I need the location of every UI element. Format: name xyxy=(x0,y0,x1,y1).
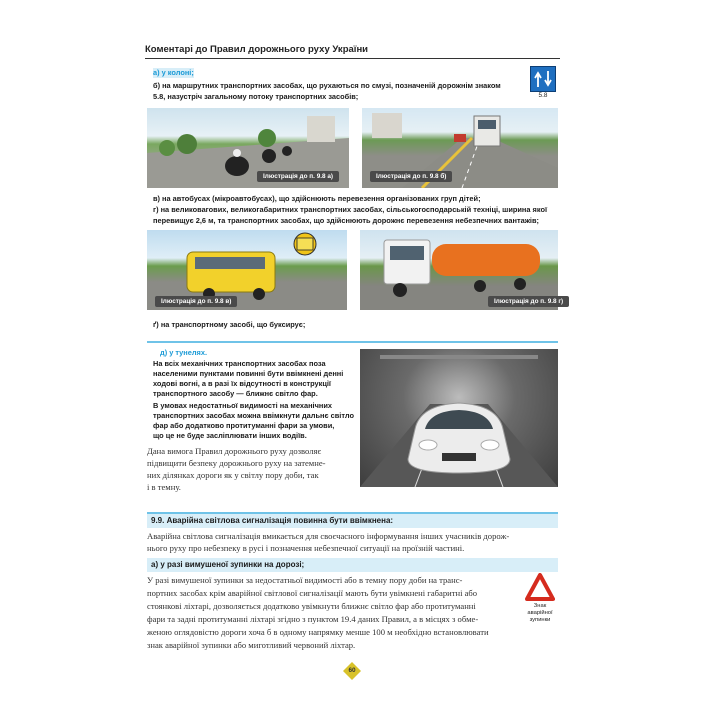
item-g-line1: г) на великовагових, великогабаритних транспортних засобах, сільськогосподарській техніці, ширина якої xyxy=(153,205,548,214)
section-9-9-para1-line1: Аварійна світлова сигналізація вмикається для своєчасного інформування інших учасників дорож- xyxy=(147,531,510,541)
tunnel-para1-line4: транспортного засобу — ближнє світло фар. xyxy=(153,389,318,398)
tunnel-para1-line2: населеними пунктами повинні бути ввімкнені денні xyxy=(153,369,344,378)
section-9-9-para2-line1: У разі вимушеної зупинки за недостатньої видимості або в темну пору доби на транс- xyxy=(147,575,463,585)
section-9-9-item-a: а) у разі вимушеної зупинки на дорозі; xyxy=(147,558,558,572)
lane-arrows-icon xyxy=(531,67,555,91)
section-divider xyxy=(147,341,558,343)
illustration-caption-a: Ілюстрація до п. 9.8 а) xyxy=(257,171,339,182)
tunnel-para3-line3: них ділянках дороги як у світлу пору доби, так xyxy=(147,470,319,480)
tunnel-para3-line1: Дана вимога Правил дорожнього руху дозволяє xyxy=(147,446,322,456)
item-b-line2: 5.8, назустріч загальному потоку транспортних засобів; xyxy=(153,92,359,101)
section-9-9-para2-line3: стоянкові ліхтарі, дозволяється додатково увімкнути ближнє світло фар або протитуманні xyxy=(147,601,476,611)
page-number: 60 xyxy=(348,667,356,674)
section-9-9-para2-line6: знак аварійної зупинки або миготливий червоний ліхтар. xyxy=(147,640,356,650)
item-g-line2: перевищує 2,6 м, та транспортних засобах, що здійснюють дорожнє перевезення небезпечних вантажів; xyxy=(153,216,539,225)
illustration-caption-v: Ілюстрація до п. 9.8 в) xyxy=(155,296,237,307)
item-d: д) у тунелях. xyxy=(160,348,208,357)
section-9-9-title: 9.9. Аварійна світлова сигналізація повинна бути ввімкнена: xyxy=(147,512,558,528)
tunnel-para2-line1: В умовах недостатньої видимості на механічних xyxy=(153,401,333,410)
item-b-line1: б) на маршрутних транспортних засобах, що рухаються по смузі, позначеній дорожнім знаком xyxy=(153,81,501,90)
item-g-tow: ґ) на транспортному засобі, що буксирує; xyxy=(153,320,306,329)
section-9-9-para2-line2: портних засобах крім аварійної світлової сигналізації мають бути увімкнені габаритні або xyxy=(147,588,478,598)
sign-5-8-label: 5.8 xyxy=(538,92,548,99)
tunnel-para1-line3: ходові вогні, а в разі їх відсутності в конструкції xyxy=(153,379,332,388)
illustration-tunnel-car xyxy=(360,349,558,487)
illustration-caption-b: Ілюстрація до п. 9.8 б) xyxy=(370,171,452,182)
warning-triangle-icon xyxy=(525,573,555,601)
warning-sign-caption: Знак аварійної зупинки xyxy=(527,603,553,623)
page-header: Коментарі до Правил дорожнього руху України xyxy=(145,44,560,59)
tunnel-para2-line4: що це не буде засліплювати інших водіїв. xyxy=(153,431,307,440)
item-a: а) у колоні; xyxy=(153,68,194,77)
section-9-9-para2-line4: фари та задні протитуманні ліхтарі згідно з пунктом 19.4 даних Правил, а в місцях з обме- xyxy=(147,614,479,624)
tunnel-para2-line2: транспортних засобах можна ввімкнути дальнє світло xyxy=(153,411,354,420)
section-9-9-para2-line5: женою оглядовістю дороги хоча б в одному напрямку менше 100 м необхідно встановлювати xyxy=(147,627,489,637)
item-v: в) на автобусах (мікроавтобусах), що здійснюють перевезення організованих груп дітей; xyxy=(153,194,481,203)
illustration-caption-g: Ілюстрація до п. 9.8 г) xyxy=(488,296,569,307)
tunnel-para3-line4: і в темну. xyxy=(147,482,181,492)
tunnel-para1-line1: На всіх механічних транспортних засобах поза xyxy=(153,359,326,368)
tunnel-para3-line2: підвищити безпеку дорожнього руху на затемне- xyxy=(147,458,326,468)
tunnel-para2-line3: фар або додатково протитуманні фари за умови, xyxy=(153,421,335,430)
section-9-9-para1-line2: нього руху про небезпеку в русі і позначення небезпечної ситуації на проїзній частині. xyxy=(147,543,465,553)
road-sign-5-8 xyxy=(530,66,556,92)
